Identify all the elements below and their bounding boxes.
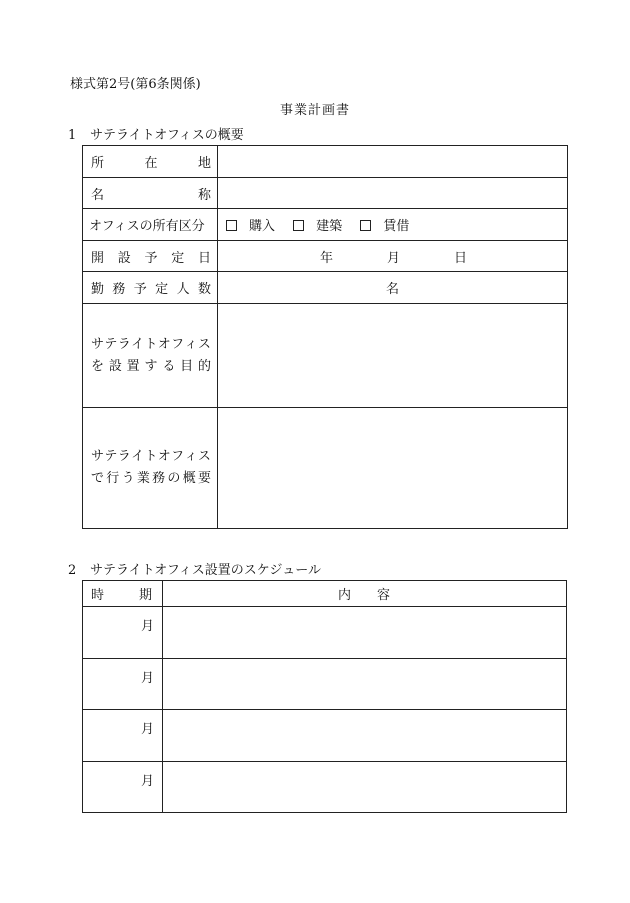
content-cell[interactable] (163, 607, 567, 659)
table-row (83, 762, 567, 813)
staff-field[interactable] (218, 272, 568, 304)
name-field[interactable] (218, 178, 568, 209)
label-work-line1: サ テ ラ イ ト オ フ ィ ス (91, 449, 211, 464)
checkbox-icon[interactable] (226, 220, 237, 231)
document-title: 事業計画書 (279, 103, 350, 118)
ownership-field (218, 209, 568, 241)
option-lease-label: 賃借 (383, 219, 410, 234)
label-purpose (83, 304, 218, 408)
label-name (83, 178, 218, 209)
period-cell[interactable] (83, 659, 163, 710)
schedule-table (82, 580, 567, 813)
option-build-label: 建築 (316, 219, 343, 234)
work-summary-field[interactable] (218, 408, 568, 529)
option-purchase-label: 購入 (249, 219, 276, 234)
table-row (83, 710, 567, 762)
content-cell[interactable] (163, 710, 567, 762)
table-row (83, 659, 567, 710)
section1-heading (68, 124, 244, 143)
option-lease[interactable] (360, 219, 409, 234)
label-name-text: 名 称 (91, 187, 211, 203)
header-period (83, 581, 163, 607)
purpose-field[interactable] (218, 304, 568, 408)
month-unit: 月 (386, 250, 400, 266)
month-label: 月 (140, 722, 154, 737)
label-purpose-line1: サ テ ラ イ ト オ フ ィ ス (91, 336, 211, 352)
year-unit: 年 (320, 250, 334, 266)
option-build[interactable] (293, 219, 342, 234)
month-label: 月 (140, 619, 154, 634)
staff-unit: 名 (385, 282, 399, 297)
month-label: 月 (140, 774, 154, 789)
label-purpose-line2: を 設 置 す る 目 的 (91, 358, 211, 374)
period-cell[interactable] (83, 762, 163, 813)
label-work-summary (83, 408, 218, 529)
checkbox-icon[interactable] (293, 220, 304, 231)
header-period-text: 時 期 (91, 588, 152, 603)
label-location-text: 所 在 地 (91, 156, 211, 171)
section2-title: サテライトオフィス設置のスケジュール (90, 563, 322, 578)
location-field[interactable] (218, 146, 568, 178)
label-ownership-text: オフィスの所有区分 (89, 219, 205, 234)
section2-heading (68, 559, 321, 578)
section1-title: サテライトオフィスの概要 (90, 128, 244, 143)
date-units (218, 247, 567, 266)
header-content (163, 581, 567, 607)
label-opening-date (83, 241, 218, 272)
opening-date-field[interactable] (218, 241, 568, 272)
month-label: 月 (140, 671, 154, 686)
label-staff-text: 勤 務 予 定 人 数 (91, 282, 211, 297)
section2-number: 2 (68, 563, 77, 578)
label-work-line2: で 行 う 業 務 の 概 要 (91, 471, 211, 486)
label-staff (83, 272, 218, 304)
header-content-text: 内 容 (338, 588, 390, 603)
table-row (83, 607, 567, 659)
office-overview-table (82, 145, 568, 529)
label-opening-date-text: 開 設 予 定 日 (91, 250, 211, 266)
checkbox-icon[interactable] (360, 220, 371, 231)
content-cell[interactable] (163, 659, 567, 710)
period-cell[interactable] (83, 710, 163, 762)
section1-number: 1 (68, 128, 77, 143)
form-number: 様式第2号(第6条関係) (70, 77, 201, 92)
content-cell[interactable] (163, 762, 567, 813)
day-unit: 日 (453, 250, 467, 266)
period-cell[interactable] (83, 607, 163, 659)
label-ownership (83, 209, 218, 241)
label-location (83, 146, 218, 178)
option-purchase[interactable] (226, 219, 275, 234)
